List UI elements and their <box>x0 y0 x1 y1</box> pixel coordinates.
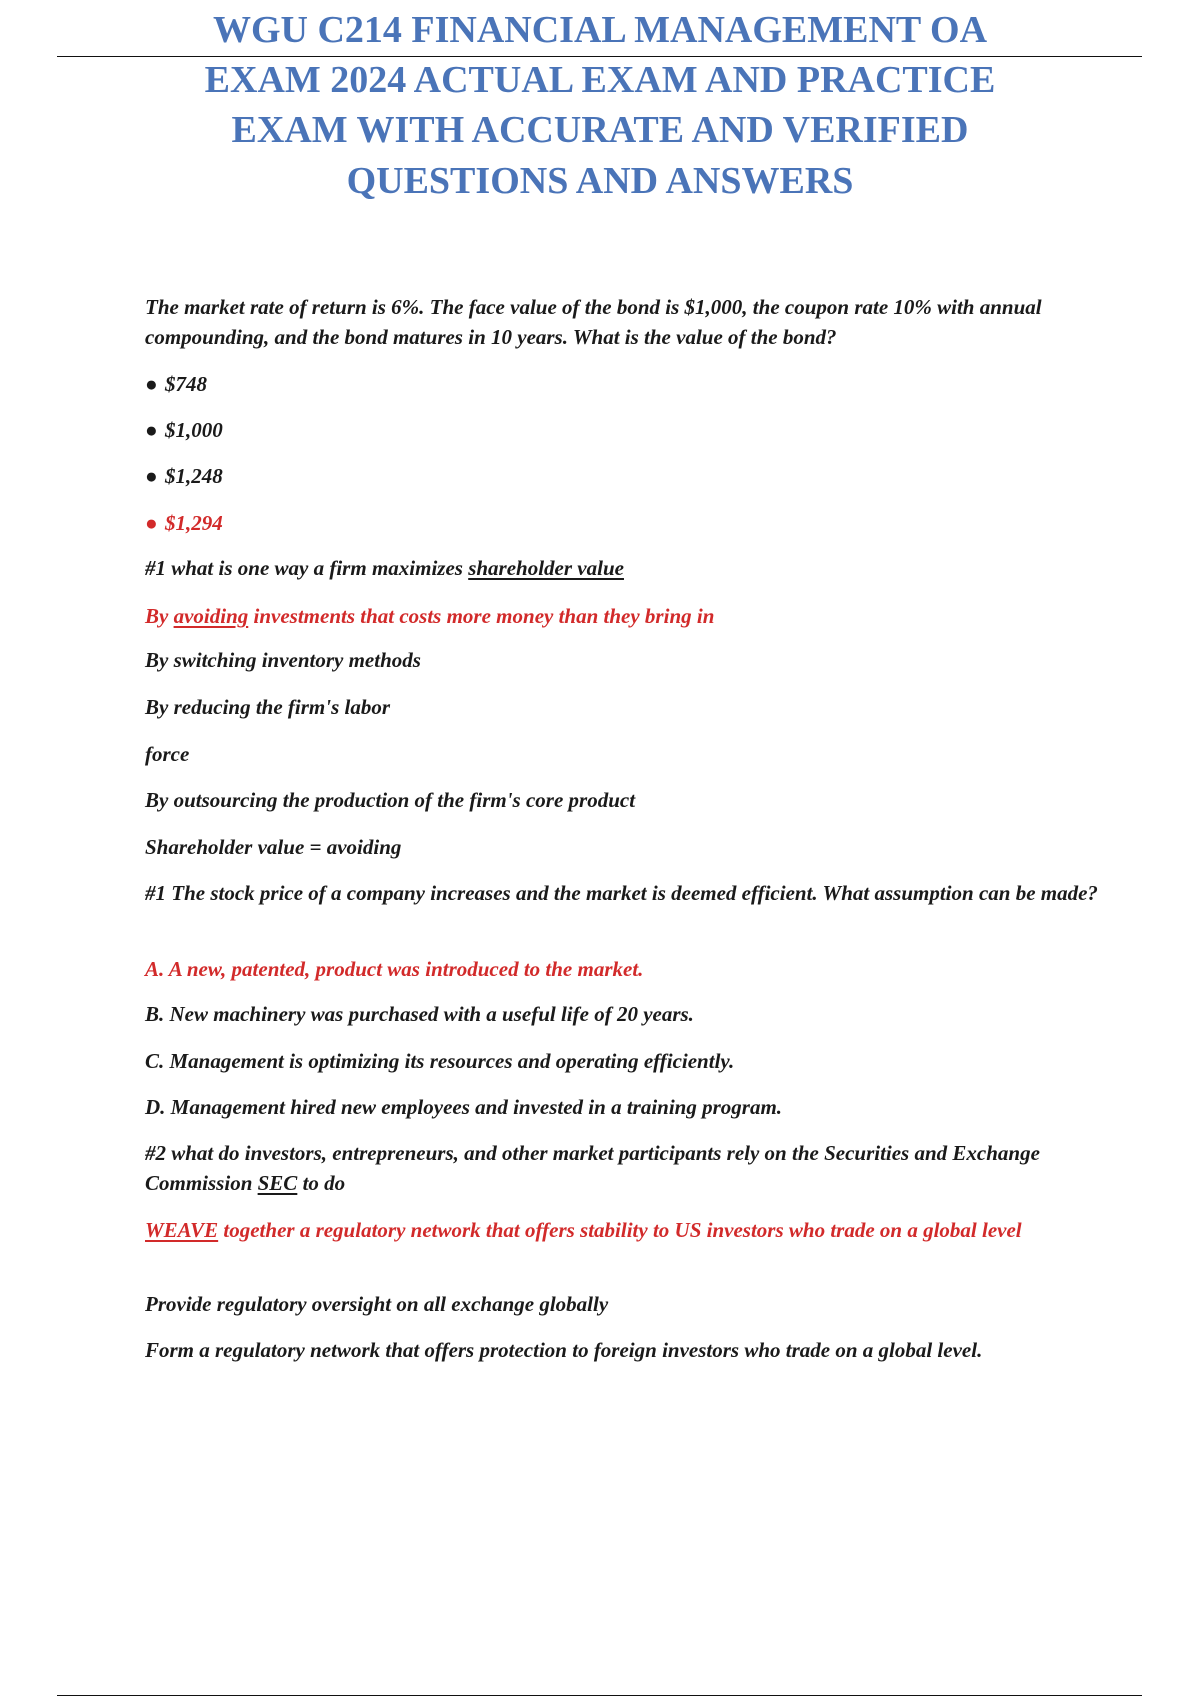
option-c: C. Management is optimizing its resources and operating efficiently. <box>145 1049 735 1073</box>
option-switching-inventory: By switching inventory methods <box>145 648 421 672</box>
note-shareholder-value: Shareholder value = avoiding <box>145 835 402 859</box>
option-text: $1,248 <box>165 464 223 488</box>
title-line-4: QUESTIONS AND ANSWERS <box>346 160 854 202</box>
bullet-icon: ● <box>145 464 158 488</box>
option-a-correct: A. A new, patented, product was introduced to the market. <box>145 957 644 981</box>
answer-sec-correct <box>145 1215 1105 1245</box>
answer-rest: together a regulatory network that offers stability to US investors who trade on a global level <box>218 1218 1022 1242</box>
question-efficient-market: #1 The stock price of a company increases and the market is deemed efficient. What assumption can be made? <box>145 881 1098 905</box>
option-reducing-labor-cont: force <box>145 742 190 766</box>
option-foreign-investors: Form a regulatory network that offers protection to foreign investors who trade on a global level. <box>145 1338 983 1362</box>
footer-rule <box>57 1695 1142 1696</box>
option-reducing-labor: By reducing the firm's labor <box>145 695 391 719</box>
question-shareholder-value <box>145 553 1105 583</box>
title-line-3: EXAM WITH ACCURATE AND VERIFIED <box>231 109 969 151</box>
bullet-icon: ● <box>145 372 158 396</box>
answer-shareholder-value-correct <box>145 601 1105 631</box>
answer-rest: investments that costs more money than they bring in <box>248 604 715 628</box>
bullet-icon: ● <box>145 511 158 535</box>
title-line-1: WGU C214 FINANCIAL MANAGEMENT OA <box>212 9 988 51</box>
option-b: B. New machinery was purchased with a useful life of 20 years. <box>145 1002 694 1026</box>
answer-underlined: WEAVE <box>145 1218 219 1242</box>
bullet-icon: ● <box>145 418 158 442</box>
question-post: to do <box>297 1171 346 1195</box>
option-bond-1248 <box>145 461 1105 491</box>
option-d: D. Management hired new employees and invested in a training program. <box>145 1095 783 1119</box>
answer-by: By <box>145 604 174 628</box>
answer-underlined: avoiding <box>173 604 249 628</box>
option-bond-1000 <box>145 415 1105 445</box>
option-text: $1,000 <box>165 418 223 442</box>
option-bond-1294-correct <box>145 508 1105 538</box>
option-bond-748 <box>145 369 1105 399</box>
option-outsourcing: By outsourcing the production of the firm's core product <box>145 788 636 812</box>
title-line-2: EXAM 2024 ACTUAL EXAM AND PRACTICE <box>204 59 996 101</box>
question-underlined: shareholder value <box>468 556 624 580</box>
question-bond-value: The market rate of return is 6%. The face value of the bond is $1,000, the coupon rate 10% with annual compounding, and the bond matures in 10 years. What is the value of the bond? <box>145 295 1042 349</box>
question-pre: #2 what do investors, entrepreneurs, and other market participants rely on the Securities and Exchange Commission <box>145 1141 1040 1195</box>
option-regulatory-oversight: Provide regulatory oversight on all exchange globally <box>145 1292 609 1316</box>
question-prefix: #1 what is one way a firm maximizes <box>145 556 469 580</box>
question-underlined: SEC <box>257 1171 298 1195</box>
option-text: $748 <box>165 372 207 396</box>
option-text: $1,294 <box>165 511 223 535</box>
question-sec <box>145 1138 1105 1198</box>
